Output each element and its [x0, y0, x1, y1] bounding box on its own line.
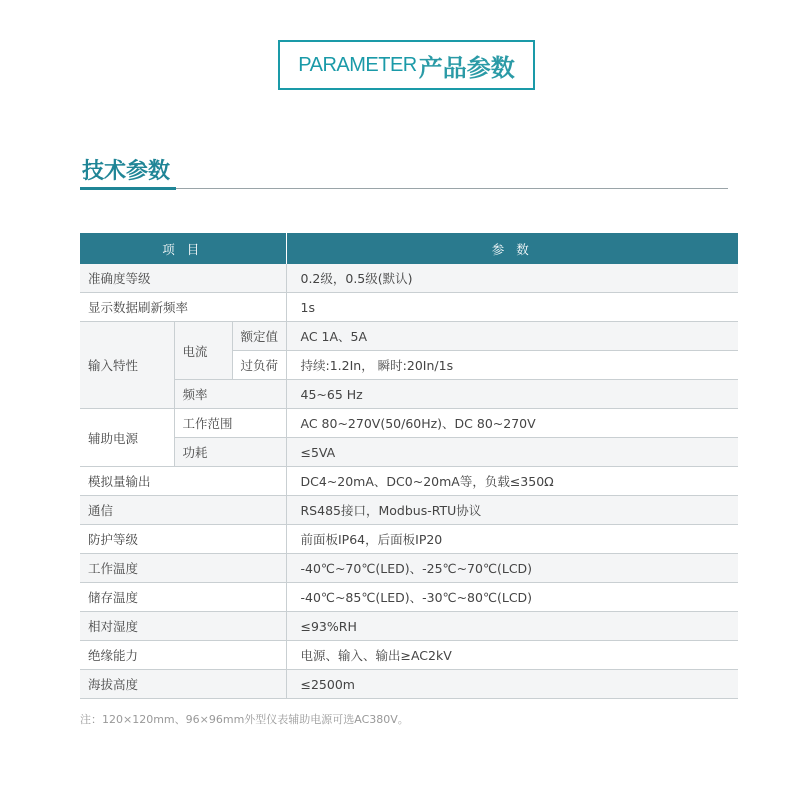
section-underline-accent	[80, 187, 176, 190]
row-value: 0.2级，0.5级(默认)	[286, 264, 738, 293]
row-value: AC 80~270V(50/60Hz)、DC 80~270V	[286, 409, 738, 438]
sub-label: 工作范围	[174, 409, 286, 438]
table-row	[80, 554, 738, 583]
table-row	[80, 670, 738, 699]
row-label: 防护等级	[80, 525, 286, 554]
section-underline	[176, 188, 728, 189]
table-row	[80, 380, 738, 409]
header-chinese: 产品参数	[418, 53, 515, 82]
row-value: ≤93%RH	[286, 612, 738, 641]
row-label: 储存温度	[80, 583, 286, 612]
sub-sub-label: 过负荷	[232, 351, 286, 380]
row-label: 输入特性	[80, 322, 174, 409]
header-english: PARAMETER	[298, 53, 417, 76]
column-header-item: 项 目	[80, 233, 286, 264]
footnote: 注：120×120mm、96×96mm外型仪表辅助电源可选AC380V。	[80, 713, 409, 726]
row-label: 显示数据刷新频率	[80, 293, 286, 322]
row-label: 辅助电源	[80, 409, 174, 467]
row-value: RS485接口，Modbus-RTU协议	[286, 496, 738, 525]
table-row	[80, 641, 738, 670]
sub-sub-label: 额定值	[232, 322, 286, 351]
table-row	[80, 438, 738, 467]
table-row	[80, 467, 738, 496]
row-value: ≤5VA	[286, 438, 738, 467]
row-value: ≤2500m	[286, 670, 738, 699]
row-value: 电源、输入、输出≥AC2kV	[286, 641, 738, 670]
row-value: 45~65 Hz	[286, 380, 738, 409]
row-label: 准确度等级	[80, 264, 286, 293]
row-value: AC 1A、5A	[286, 322, 738, 351]
table-row	[80, 525, 738, 554]
table-row	[80, 612, 738, 641]
table-row	[80, 496, 738, 525]
parameter-table	[80, 233, 738, 699]
row-value: -40℃~85℃(LED)、-30℃~80℃(LCD)	[286, 583, 738, 612]
table-row	[80, 264, 738, 293]
table-row	[80, 583, 738, 612]
row-value: 持续:1.2In， 瞬时:20In/1s	[286, 351, 738, 380]
row-label: 相对湿度	[80, 612, 286, 641]
row-value: 前面板IP64，后面板IP20	[286, 525, 738, 554]
column-header-param: 参 数	[286, 233, 738, 264]
row-label: 模拟量输出	[80, 467, 286, 496]
sub-label: 功耗	[174, 438, 286, 467]
row-label: 通信	[80, 496, 286, 525]
row-label: 工作温度	[80, 554, 286, 583]
row-value: DC4~20mA、DC0~20mA等，负载≤350Ω	[286, 467, 738, 496]
table-row	[80, 409, 738, 438]
row-label: 海拔高度	[80, 670, 286, 699]
row-label: 绝缘能力	[80, 641, 286, 670]
table-header-row	[80, 233, 738, 264]
page-header-box	[278, 40, 535, 90]
sub-label: 频率	[174, 380, 286, 409]
table-row	[80, 293, 738, 322]
table-row	[80, 322, 738, 351]
sub-label: 电流	[174, 322, 232, 380]
row-value: -40℃~70℃(LED)、-25℃~70℃(LCD)	[286, 554, 738, 583]
section-title: 技术参数	[82, 159, 171, 184]
row-value: 1s	[286, 293, 738, 322]
